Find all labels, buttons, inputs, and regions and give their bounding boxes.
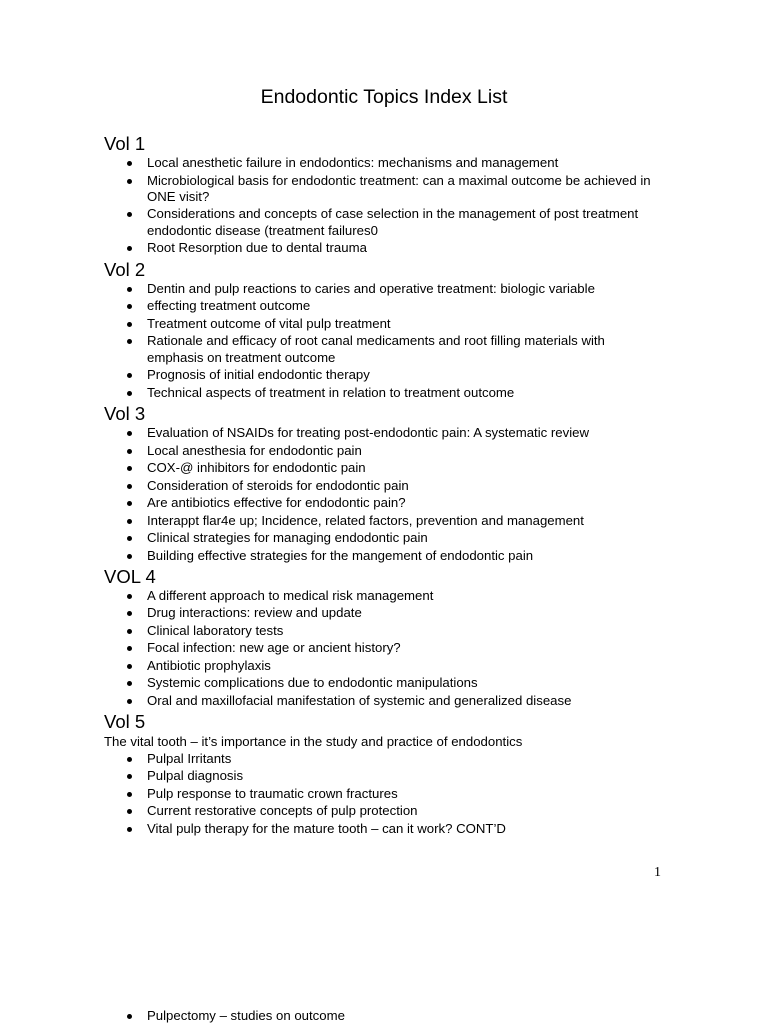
- topic-item: [104, 443, 664, 459]
- topic-item: [104, 281, 664, 297]
- bullet-icon: [127, 212, 132, 217]
- bullet-icon: [127, 664, 132, 669]
- topic-text: Building effective strategies for the mangement of endodontic pain: [147, 547, 534, 563]
- topic-item: [104, 333, 664, 366]
- topic-text: Antibiotic prophylaxis: [147, 657, 271, 673]
- volume-section: [104, 711, 664, 837]
- bullet-icon: [127, 246, 132, 251]
- topic-item: [104, 298, 664, 314]
- bullet-icon: [127, 809, 132, 814]
- topic-text: Considerations and concepts of case selection in the management of post treatment endodontic disease (treatment failures0: [147, 206, 639, 238]
- topic-text: Local anesthesia for endodontic pain: [147, 442, 362, 458]
- bullet-icon: [127, 161, 132, 166]
- topic-text: Technical aspects of treatment in relation to treatment outcome: [147, 384, 515, 400]
- next-page-content: [104, 1008, 664, 1024]
- bullet-icon: [127, 391, 132, 396]
- topic-item: [104, 623, 664, 639]
- topic-text: Treatment outcome of vital pulp treatment: [147, 315, 391, 331]
- bullet-icon: [127, 646, 132, 651]
- volume-heading: Vol 2: [104, 258, 146, 280]
- document-content: [104, 133, 664, 839]
- page-number: 1: [654, 865, 661, 880]
- volume-heading: Vol 5: [104, 711, 146, 733]
- topic-item: [104, 240, 664, 256]
- bullet-icon: [127, 322, 132, 327]
- topic-text: Prognosis of initial endodontic therapy: [147, 367, 370, 383]
- topic-list: [104, 588, 664, 709]
- topic-item: [104, 768, 664, 784]
- bullet-icon: [127, 629, 132, 634]
- topic-item: [104, 675, 664, 691]
- bullet-icon: [127, 373, 132, 378]
- bullet-icon: [127, 827, 132, 832]
- topic-item: [104, 786, 664, 802]
- topic-item: [104, 693, 664, 709]
- topic-text: Drug interactions: review and update: [147, 605, 362, 621]
- topic-item: [104, 155, 664, 171]
- topic-item: [104, 530, 664, 546]
- topic-text: Oral and maxillofacial manifestation of systemic and generalized disease: [147, 692, 572, 708]
- volume-heading: VOL 4: [104, 565, 156, 587]
- bullet-icon: [127, 1014, 132, 1019]
- topic-item: [104, 385, 664, 401]
- topic-item: [104, 751, 664, 767]
- topic-text: A different approach to medical risk management: [147, 587, 434, 603]
- bullet-icon: [127, 594, 132, 599]
- topic-item: [104, 495, 664, 511]
- topic-text: Consideration of steroids for endodontic pain: [147, 477, 409, 493]
- bullet-icon: [127, 536, 132, 541]
- topic-text: Systemic complications due to endodontic manipulations: [147, 675, 478, 691]
- topic-item: [104, 513, 664, 529]
- bullet-icon: [127, 431, 132, 436]
- topic-text: Clinical strategies for managing endodontic pain: [147, 530, 428, 546]
- topic-list: [104, 1008, 664, 1024]
- topic-text: effecting treatment outcome: [147, 298, 311, 314]
- topic-list: [104, 155, 664, 257]
- bullet-icon: [127, 501, 132, 506]
- topic-item: [104, 821, 664, 837]
- volume-heading: Vol 1: [104, 133, 146, 154]
- bullet-icon: [127, 466, 132, 471]
- topic-item: [104, 173, 664, 206]
- topic-item: [104, 425, 664, 441]
- topic-list: [104, 425, 664, 564]
- bullet-icon: [127, 792, 132, 797]
- volume-section: [104, 403, 664, 564]
- document-title: Endodontic Topics Index List: [260, 86, 508, 108]
- topic-item: [104, 803, 664, 819]
- bullet-icon: [127, 554, 132, 559]
- topic-item: [104, 658, 664, 674]
- volume-section: [104, 566, 664, 709]
- topic-item: [104, 316, 664, 332]
- topic-text: Are antibiotics effective for endodontic pain?: [147, 495, 406, 511]
- topic-text: Local anesthetic failure in endodontics: mechanisms and management: [147, 155, 559, 170]
- bullet-icon: [127, 179, 132, 184]
- bullet-icon: [127, 484, 132, 489]
- bullet-icon: [127, 449, 132, 454]
- topic-text: COX-@ inhibitors for endodontic pain: [147, 460, 366, 476]
- topic-item: [104, 478, 664, 494]
- topic-text: Root Resorption due to dental trauma: [147, 240, 367, 256]
- bullet-icon: [127, 774, 132, 779]
- bullet-icon: [127, 699, 132, 704]
- topic-text: Microbiological basis for endodontic treatment: can a maximal outcome be achieved in ONE visit?: [147, 172, 651, 204]
- volume-section: [104, 133, 664, 257]
- topic-list: [104, 281, 664, 401]
- topic-item: [104, 640, 664, 656]
- topic-item: [104, 588, 664, 604]
- topic-text: Pulpectomy – studies on outcome: [147, 1008, 345, 1023]
- bullet-icon: [127, 681, 132, 686]
- bullet-icon: [127, 339, 132, 344]
- topic-text: Interappt flar4e up; Incidence, related factors, prevention and management: [147, 512, 584, 528]
- bullet-icon: [127, 757, 132, 762]
- topic-text: Vital pulp therapy for the mature tooth – can it work? CONT’D: [147, 820, 506, 836]
- topic-text: Pulp response to traumatic crown fractures: [147, 785, 398, 801]
- bullet-icon: [127, 519, 132, 524]
- topic-list: [104, 751, 664, 837]
- topic-text: Current restorative concepts of pulp protection: [147, 803, 418, 819]
- topic-text: Rationale and efficacy of root canal medicaments and root filling materials with emphasis on treatment outcome: [147, 333, 605, 365]
- topic-item: [104, 1008, 664, 1024]
- volume-section: [104, 259, 664, 401]
- topic-item: [104, 206, 664, 239]
- topic-text: Dentin and pulp reactions to caries and operative treatment: biologic variable: [147, 280, 595, 296]
- topic-item: [104, 548, 664, 564]
- volume-heading: Vol 3: [104, 403, 146, 425]
- topic-item: [104, 460, 664, 476]
- bullet-icon: [127, 611, 132, 616]
- topic-item: [104, 605, 664, 621]
- topic-text: Clinical laboratory tests: [147, 622, 284, 638]
- topic-text: Focal infection: new age or ancient history?: [147, 640, 401, 656]
- topic-text: Pulpal Irritants: [147, 750, 232, 766]
- bullet-icon: [127, 287, 132, 292]
- topic-text: Pulpal diagnosis: [147, 768, 244, 784]
- volume-intro: The vital tooth – it’s importance in the study and practice of endodontics: [104, 734, 523, 750]
- bullet-icon: [127, 304, 132, 309]
- topic-text: Evaluation of NSAIDs for treating post-endodontic pain: A systematic review: [147, 425, 590, 441]
- topic-item: [104, 367, 664, 383]
